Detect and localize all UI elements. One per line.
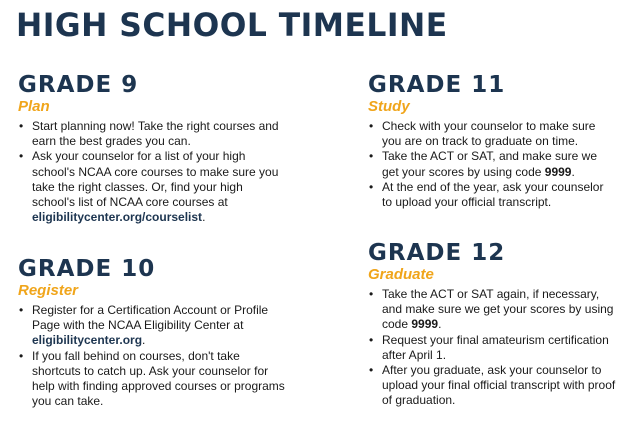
grade-10-list	[18, 303, 288, 409]
grade-9-subtitle: Plan	[18, 98, 50, 115]
list-item: • At the end of the year, ask your counselor to upload your official transcript.	[368, 180, 616, 210]
list-item: • After you graduate, ask your counselor to upload your final official transcript with proof of graduation.	[368, 363, 616, 409]
grade-11-section	[368, 72, 616, 210]
grade-9-heading: GRADE 9	[18, 72, 139, 98]
grade-10-subtitle: Register	[18, 282, 79, 299]
grade-12-heading: GRADE 12	[368, 240, 506, 266]
eligibility-center-link[interactable]: eligibilitycenter.org	[32, 333, 143, 348]
courselist-link[interactable]: eligibilitycenter.org/courselist	[32, 210, 203, 225]
grade-12-list	[368, 287, 616, 409]
list-item: • Ask your counselor for a list of your high school's NCAA core courses to make sure you take the right classes. Or, find your high school's list of NCAA core courses at eligibilitycenter.org/courselist.	[18, 149, 286, 225]
grade-12-section	[368, 240, 616, 409]
grade-12-subtitle: Graduate	[368, 266, 434, 283]
grade-11-heading: GRADE 11	[368, 72, 506, 98]
grade-11-list	[368, 119, 616, 210]
grade-9-section	[18, 72, 286, 225]
list-item: • Check with your counselor to make sure you are on track to graduate on time.	[368, 119, 616, 149]
list-item: • If you fall behind on courses, don't take shortcuts to catch up. Ask your counselor for help with finding approved courses or programs you can take.	[18, 349, 288, 410]
score-code: 9999	[411, 317, 439, 332]
score-code: 9999	[544, 164, 572, 179]
grade-11-subtitle: Study	[368, 98, 410, 115]
list-item: • Take the ACT or SAT again, if necessary, and make sure we get your scores by using code 9999.	[368, 287, 616, 333]
list-item: • Start planning now! Take the right courses and earn the best grades you can.	[18, 119, 286, 149]
grade-9-list	[18, 119, 286, 225]
page-title: HIGH SCHOOL TIMELINE	[16, 6, 448, 44]
grade-10-heading: GRADE 10	[18, 256, 156, 282]
list-item: • Register for a Certification Account or Profile Page with the NCAA Eligibility Center at eligibilitycenter.org.	[18, 303, 288, 349]
list-item: • Request your final amateurism certification after April 1.	[368, 333, 616, 363]
list-item: • Take the ACT or SAT, and make sure we get your scores by using code 9999.	[368, 149, 616, 179]
grade-10-section	[18, 256, 288, 409]
